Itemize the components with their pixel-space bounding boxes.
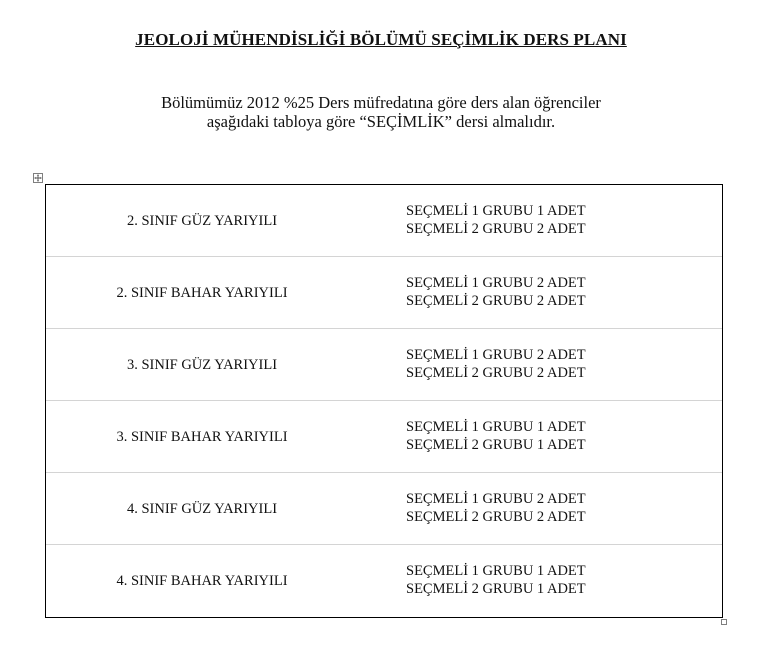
table-row: [46, 401, 722, 473]
elective-2-count: SEÇMELİ 2 GRUBU 2 ADET: [406, 292, 586, 309]
elective-2-count: SEÇMELİ 2 GRUBU 2 ADET: [406, 508, 586, 525]
document-title: JEOLOJİ MÜHENDİSLİĞİ BÖLÜMÜ SEÇİMLİK DERS PLANI: [135, 30, 627, 49]
elective-2-count: SEÇMELİ 2 GRUBU 1 ADET: [406, 580, 586, 597]
table-row: [46, 257, 722, 329]
table-move-handle[interactable]: [33, 173, 43, 183]
semester-cell: 3. SINIF GÜZ YARIYILI: [126, 357, 278, 373]
semester-cell: 4. SINIF BAHAR YARIYILI: [116, 573, 288, 589]
table-row: [46, 329, 722, 401]
table-row: [46, 473, 722, 545]
elective-1-count: SEÇMELİ 1 GRUBU 1 ADET: [406, 203, 586, 219]
elective-1-count: SEÇMELİ 1 GRUBU 2 ADET: [406, 491, 586, 507]
electives-cell: [406, 419, 706, 454]
elective-1-count: SEÇMELİ 1 GRUBU 2 ADET: [406, 275, 586, 291]
elective-2-count: SEÇMELİ 2 GRUBU 2 ADET: [406, 364, 586, 381]
semester-cell: 4. SINIF GÜZ YARIYILI: [126, 501, 278, 517]
elective-1-count: SEÇMELİ 1 GRUBU 2 ADET: [406, 347, 586, 363]
table-resize-handle[interactable]: [721, 619, 727, 625]
electives-cell: [406, 563, 706, 598]
semester-cell: 2. SINIF BAHAR YARIYILI: [116, 285, 288, 301]
intro-paragraph: [0, 93, 762, 131]
elective-1-count: SEÇMELİ 1 GRUBU 1 ADET: [406, 419, 586, 435]
intro-line-1: Bölümümüz 2012 %25 Ders müfredatına göre ders alan öğrenciler: [161, 93, 601, 112]
electives-cell: [406, 275, 706, 310]
elective-2-count: SEÇMELİ 2 GRUBU 1 ADET: [406, 436, 586, 453]
intro-line-2: aşağıdaki tabloya göre “SEÇİMLİK” dersi almalıdır.: [206, 112, 556, 131]
electives-cell: [406, 491, 706, 526]
electives-cell: [406, 203, 706, 238]
semester-cell: 3. SINIF BAHAR YARIYILI: [116, 429, 288, 445]
table-row: [46, 185, 722, 257]
semester-cell: 2. SINIF GÜZ YARIYILI: [126, 213, 278, 229]
table-row: [46, 545, 722, 617]
electives-cell: [406, 347, 706, 382]
elective-2-count: SEÇMELİ 2 GRUBU 2 ADET: [406, 220, 586, 237]
elective-plan-table: [45, 184, 723, 618]
elective-1-count: SEÇMELİ 1 GRUBU 1 ADET: [406, 563, 586, 579]
move-arrows-icon: [34, 174, 42, 182]
